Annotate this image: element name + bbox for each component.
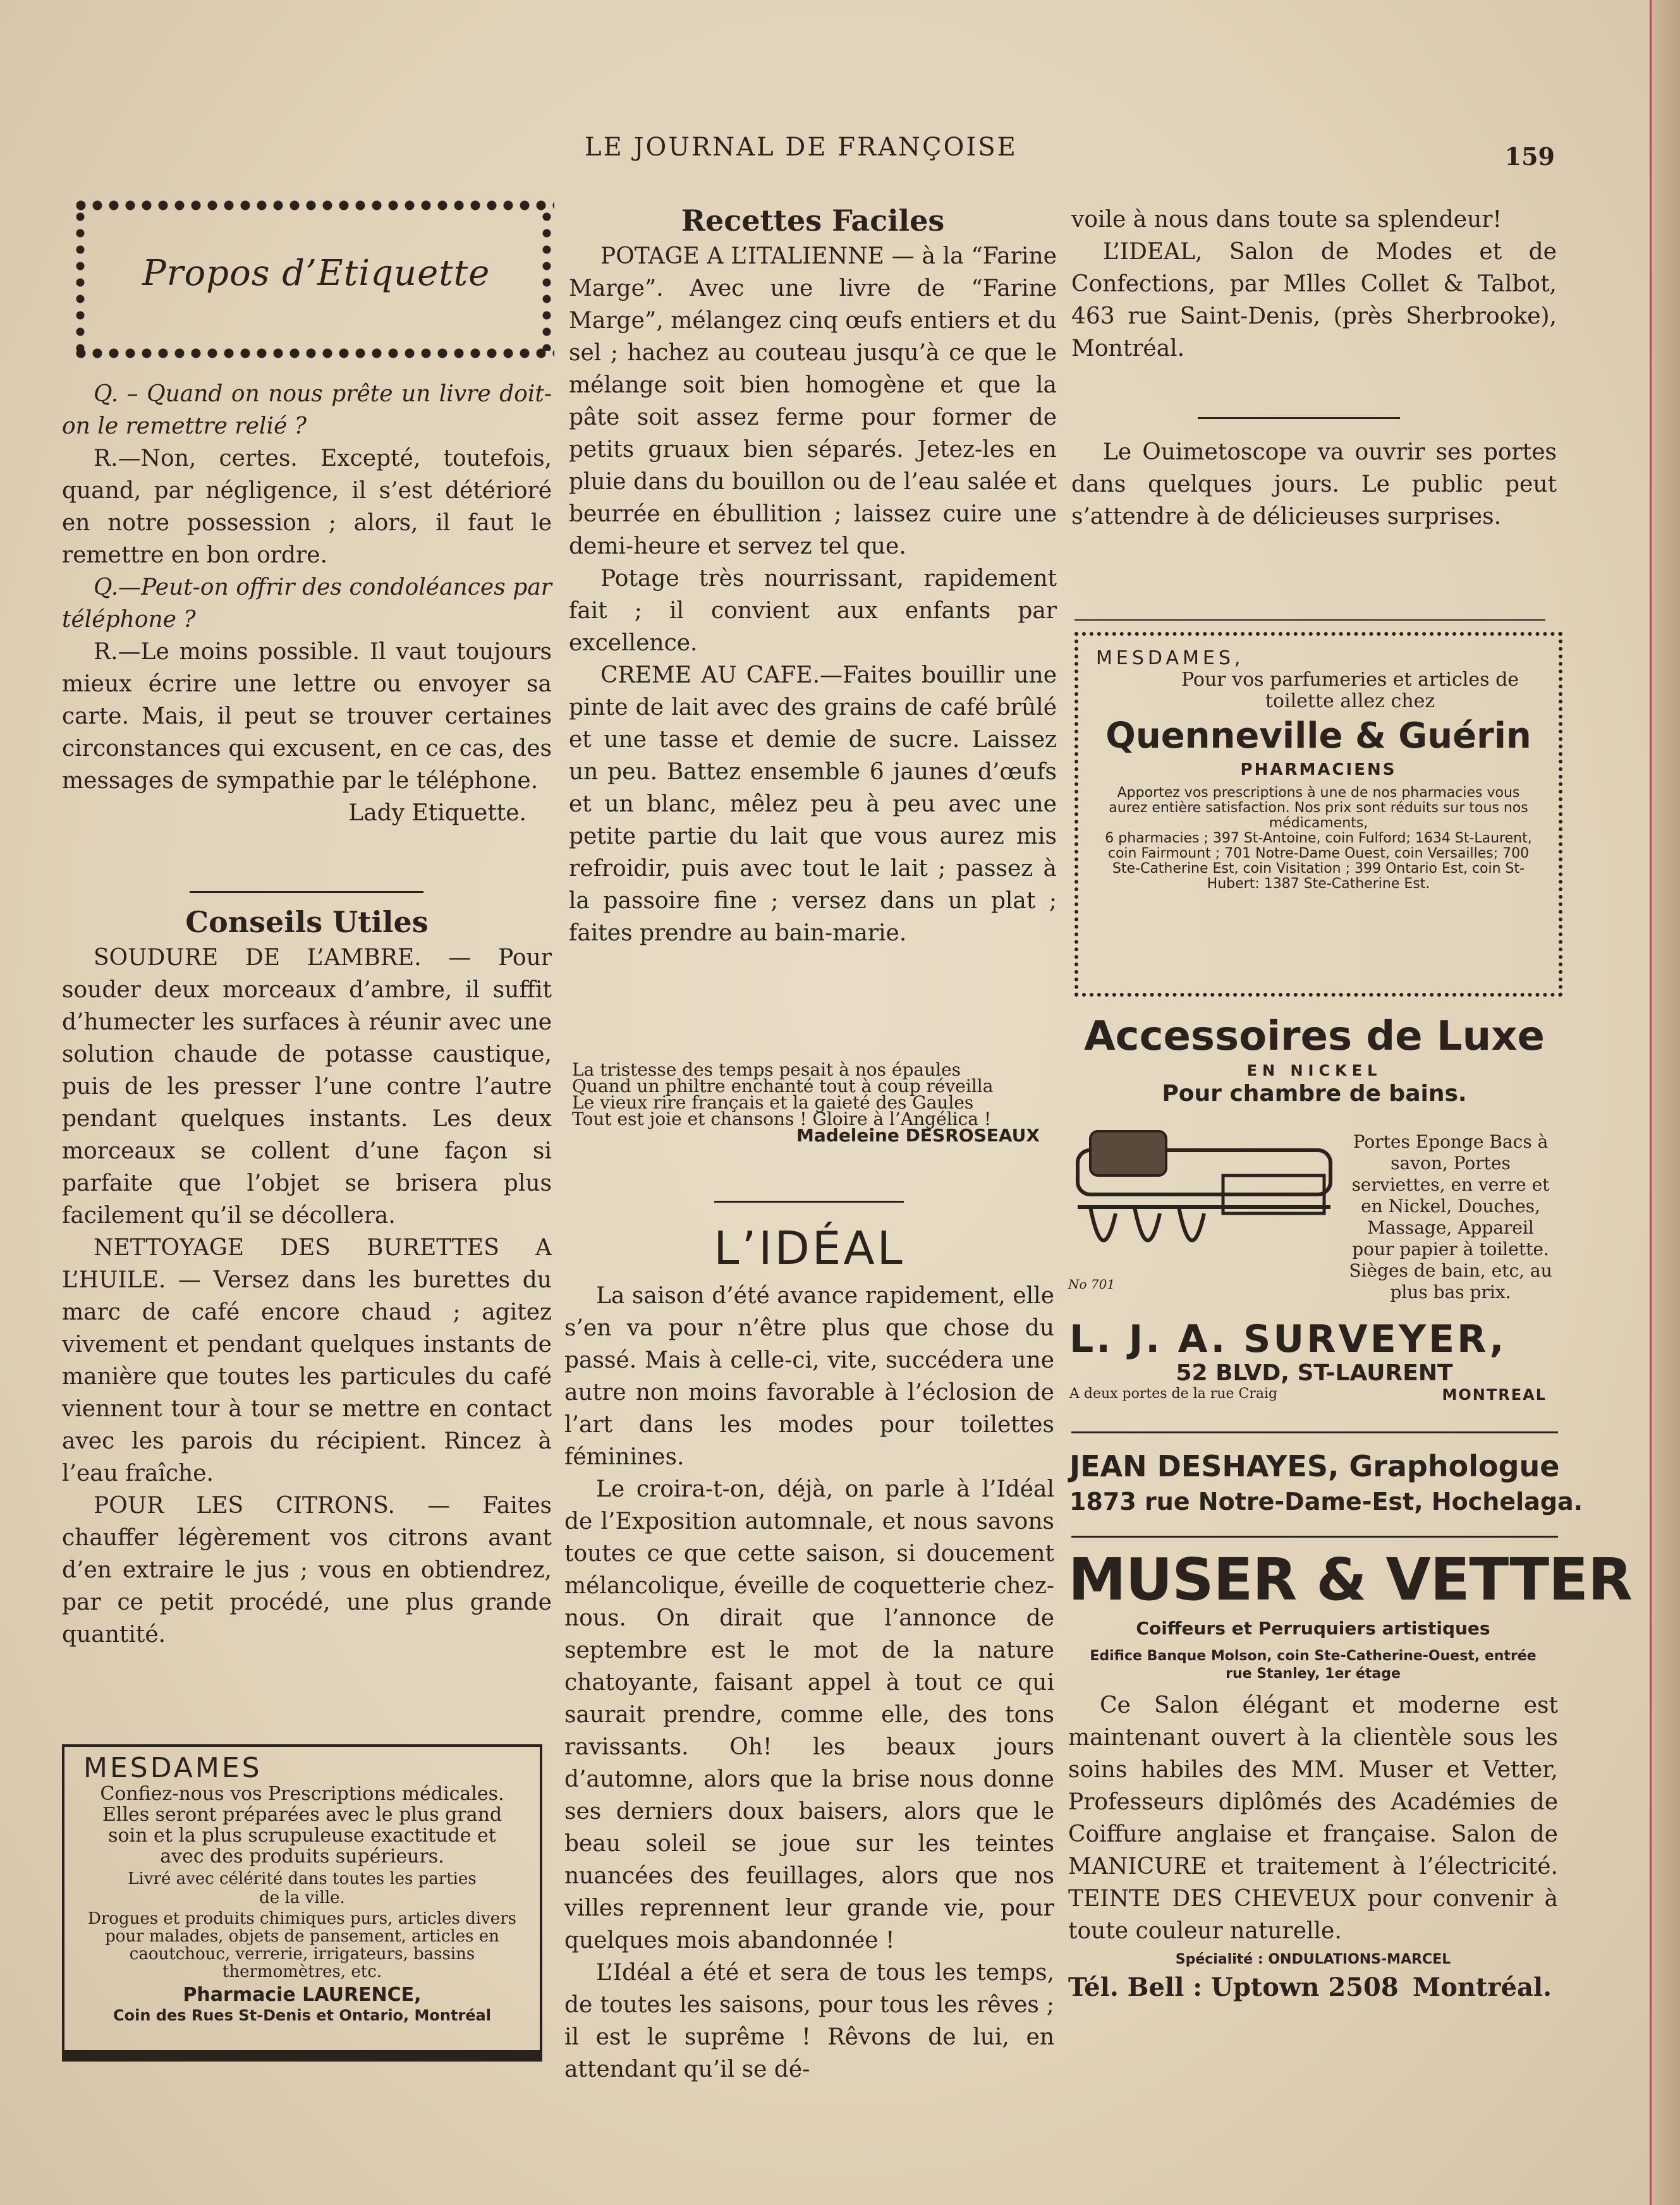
ideal-title: L’IDÉAL — [714, 1222, 905, 1275]
recette-potage: POTAGE A L’ITALIENNE — à la “Farine Marge”. Avec une livre de “Farine Marge”, mélangez cinq œufs entiers et du sel ; hachez au couteau jusqu’à ce que le mélange soit bien homogène et que la pâte soit assez ferme pour former de petits gruaux bien séparés. Jetez-les en pluie dans du bouillon ou de l’eau salée et beurrée en ébullition ; laissez cuire une demi-heure et servez tel que. — [569, 243, 1057, 559]
conseil-citrons: POUR LES CITRONS. — Faites chauffer légèrement vos citrons avant d’en extraire le jus ; vous en obtiendrez, par ce petit procédé, une plus grande quantité. — [62, 1493, 552, 1648]
recette-potage-note: Potage très nourrissant, rapidement fait ; il convient aux enfants par excellence. — [569, 566, 1057, 656]
ad-quenneville-addresses: 6 pharmacies ; 397 St-Antoine, coin Fulford; 1634 St-Laurent, coin Fairmount ; 701 Notre-Dame Ouest, coin Versailles; 700 Ste-Catherine Est, coin Visitation ; 399 Ontario Est, coin St-Hubert: 1387 Ste-Catherine Est. — [1105, 830, 1532, 892]
page-edge — [1650, 0, 1680, 2205]
surveyer-footer — [1069, 1318, 1559, 1405]
ad-model-number: No 701 — [1068, 1277, 1116, 1292]
muser-vetter-ad — [1068, 1545, 1632, 2010]
ideal-p2: Le croira-t-on, déjà, on parle à l’Idéal de l’Exposition automnale, et nous savons toutes ce que cette saison, si doucement mélancolique, éveille de coquetterie chez-nous. On dirait que l’annonce de septembre est le mot de la nature chatoyante, faisant appel à tout ce qui saurait prendre, comme elle, des tons ravissants. Oh! les beaux jours d’automne, alors que la brise nous donne ses derniers doux baisers, alors que le beau soleil se joue sur les teintes nuancées des feuillages, alors que nos villes reprennent leur grande vie, pour quelques mois abandonnée ! — [564, 1476, 1054, 1953]
ad-surveyer-near: A deux portes de la rue Craig — [1069, 1386, 1278, 1402]
ad-deshayes-name: JEAN DESHAYES, Graphologue — [1069, 1449, 1560, 1483]
ad-intro: Pour vos parfumeries et articles de toilette allez chez — [1181, 669, 1519, 712]
recettes-title: Recettes Faciles — [681, 203, 945, 238]
ad-surveyer-address: 52 BLVD, ST-LAURENT — [1176, 1360, 1453, 1386]
ad-deshayes-address: 1873 rue Notre-Dame-Est, Hochelaga. — [1069, 1488, 1583, 1516]
etiquette-column — [62, 378, 552, 829]
dotted-border-left — [75, 209, 86, 351]
answer-1: R.—Non, certes. Excepté, toutefois, quand, par négligence, il s’est détérioré en notre possession ; alors, il faut le remettre en bon ordre. — [62, 446, 552, 568]
poem-line-2: Quand un philtre enchanté tout à coup réveilla — [572, 1076, 994, 1096]
divider — [1071, 1431, 1558, 1433]
ideal-p3: L’Idéal a été et sera de tous les temps, de toutes les saisons, pour tous les rêves ; il est le suprême ! Rêvons de lui, en attendant qu’il se dé- — [564, 1960, 1054, 2082]
divider — [1071, 1536, 1558, 1538]
ad-chambre-bains: Pour chambre de bains. — [1162, 1081, 1467, 1107]
ad-pharmacie-address: Coin des Rues St-Denis et Ontario, Montréal — [113, 2007, 491, 2024]
conseils-title: Conseils Utiles — [185, 905, 429, 939]
ad-surveyer-desc: Portes Eponge Bacs à savon, Portes serviettes, en verre et en Nickel, Douches, Massage, Appareil pour papier à toilette. Sièges de bain, etc, au plus bas prix. — [1349, 1131, 1552, 1303]
dotted-border-top — [73, 200, 554, 211]
conseil-ambre: SOUDURE DE L’AMBRE. — Pour souder deux morceaux d’ambre, il suffit d’humecter les surfaces à réunir avec une solution chaude de potasse caustique, puis de les presser l’une contre l’autre pendant quelques instants. Les deux morceaux se collent d’une façon si parfaite que l’objet se brisera plus facilement qu’il se décollera. — [62, 945, 552, 1229]
ad-livraison: Livré avec célérité dans toutes les parties de la ville. — [128, 1869, 477, 1907]
divider — [714, 1201, 904, 1203]
pharmacie-laurence-ad — [62, 1744, 542, 2062]
etiquette-title: Propos d’Etiquette — [142, 253, 490, 294]
poem-line-1: La tristesse des temps pesait à nos épaules — [572, 1059, 961, 1080]
bath-accessory-illustration — [1065, 1125, 1343, 1277]
ad-prescriptions: Confiez-nous vos Prescriptions médicales. Elles seront préparées avec le plus grand soin et la plus scrupuleuse exactitude et avec des produits supérieurs. — [100, 1783, 504, 1868]
ideal-continued — [1071, 203, 1557, 365]
ad-surveyer-name: L. J. A. SURVEYER, — [1069, 1317, 1507, 1361]
dotted-border-right — [541, 209, 552, 351]
answer-2: R.—Le moins possible. Il vaut toujours mieux écrire une lettre ou envoyer sa carte. Mais, il peut se trouver certaines circonstances qui excusent, en ce cas, des messages de sympathie par le téléphone. — [62, 639, 552, 794]
conseils-column — [62, 902, 552, 1651]
journal-title: LE JOURNAL DE FRANÇOISE — [585, 133, 1018, 162]
ad-mesdames: MESDAMES — [83, 1752, 262, 1784]
surveyer-ad — [1069, 1011, 1559, 1109]
etiquette-signature: Lady Etiquette. — [348, 800, 527, 826]
ouimetoscope-column — [1071, 436, 1557, 533]
conseil-burettes: NETTOYAGE DES BURETTES A L’HUILE. — Versez dans les burettes du marc de café encore chaud ; agitez vivement et pendant quelques instants de manière que toutes les particules du café viennent tour à tour se mettre en contact avec les parois du récipient. Rincez à l’eau fraîche. — [62, 1235, 552, 1486]
divider — [190, 891, 423, 893]
page-number: 159 — [1504, 142, 1555, 171]
ideal-column — [564, 1217, 1054, 2086]
question-2: Q.—Peut-on offrir des condoléances par téléphone ? — [62, 574, 552, 633]
ad-en-nickel: EN NICKEL — [1246, 1062, 1382, 1079]
poem — [572, 1059, 1059, 1146]
ad-muser-specialite: Spécialité : ONDULATIONS-MARCEL — [1175, 1952, 1451, 1967]
recette-creme: CREME AU CAFE.—Faites bouillir une pinte de lait avec des grains de café brûlé et une tasse et demie de sucre. Laissez un peu. Battez ensemble 6 jaunes d’œufs et un blanc, mêlez peu à peu avec une petite partie du lait que vous aurez mis refroidir, puis avec tout le lait ; passez à la passoire fine ; versez dans un plat ; faites prendre au bain-marie. — [569, 662, 1057, 946]
ad-muser-address: Edifice Banque Molson, coin Ste-Catherine-Ouest, entrée rue Stanley, 1er étage — [1090, 1648, 1537, 1682]
ad-quenneville-text: Apportez vos prescriptions à une de nos pharmacies vous aurez entière satisfaction. Nos prix sont réduits sur tous nos médicaments, — [1109, 785, 1528, 831]
ad-surveyer-city: MONTREAL — [1442, 1386, 1547, 1404]
ad-muser-tel: Tél. Bell : Uptown 2508 — [1068, 1972, 1399, 2002]
ad-mesdames: MESDAMES, — [1096, 647, 1245, 669]
divider — [1074, 619, 1545, 621]
poem-line-3: Le vieux rire français et la gaieté des Gaules — [572, 1092, 974, 1113]
dotted-border-bottom — [73, 348, 554, 359]
ideal-p4: voile à nous dans toute sa splendeur! — [1071, 207, 1502, 233]
ideal-p1: La saison d’été avance rapidement, elle s’en va pour n’être plus que chose du passé. Mais à celle-ci, vite, succédera une autre non moins favorable à l’éclosion de l’art dans les modes pour toilettes féminines. — [564, 1283, 1054, 1470]
ad-pharmacie-name: Pharmacie LAURENCE, — [183, 1984, 422, 2006]
ad-pharmaciens: PHARMACIENS — [1240, 760, 1397, 779]
question-1: Q. – Quand on nous prête un livre doit-on le remettre relié ? — [62, 381, 552, 439]
ad-muser-sub: Coiffeurs et Perruquiers artistiques — [1136, 1618, 1490, 1639]
ouimetoscope-notice: Le Ouimetoscope va ouvrir ses portes dans quelques jours. Le public peut s’attendre à de délicieuses surprises. — [1071, 439, 1557, 530]
quenneville-guerin-ad — [1074, 632, 1562, 997]
ad-muser-city: Montréal. — [1412, 1972, 1552, 2002]
recettes-column — [569, 201, 1057, 949]
deshayes-ad — [1069, 1447, 1583, 1518]
ideal-p5: L’IDEAL, Salon de Modes et de Confections, par Mlles Collet & Talbot, 463 rue Saint-Denis, (près Sherbrooke), Montréal. — [1071, 239, 1557, 361]
poem-line-4: Tout est joie et chansons ! Gloire à l’Angélica ! — [572, 1109, 992, 1129]
ad-accessoires-title: Accessoires de Luxe — [1084, 1013, 1545, 1060]
poem-author: Madeleine DESROSEAUX — [796, 1125, 1040, 1146]
ad-muser-text: Ce Salon élégant et moderne est maintenant ouvert à la clientèle sous les soins habiles des MM. Muser et Vetter, Professeurs diplômés des Académies de Coiffure anglaise et française. Salon de MANICURE et traitement à l’électricité. TEINTE DES CHEVEUX pour convenir à toute couleur naturelle. — [1068, 1692, 1558, 1944]
ad-quenneville-name: Quenneville & Guérin — [1105, 715, 1531, 756]
ad-muser-name: MUSER & VETTER — [1068, 1546, 1632, 1613]
divider — [1198, 417, 1400, 419]
ad-produits: Drogues et produits chimiques purs, articles divers pour malades, objets de pansement, articles en caoutchouc, verrerie, irrigateurs, bassins thermomètres, etc. — [88, 1909, 516, 1981]
